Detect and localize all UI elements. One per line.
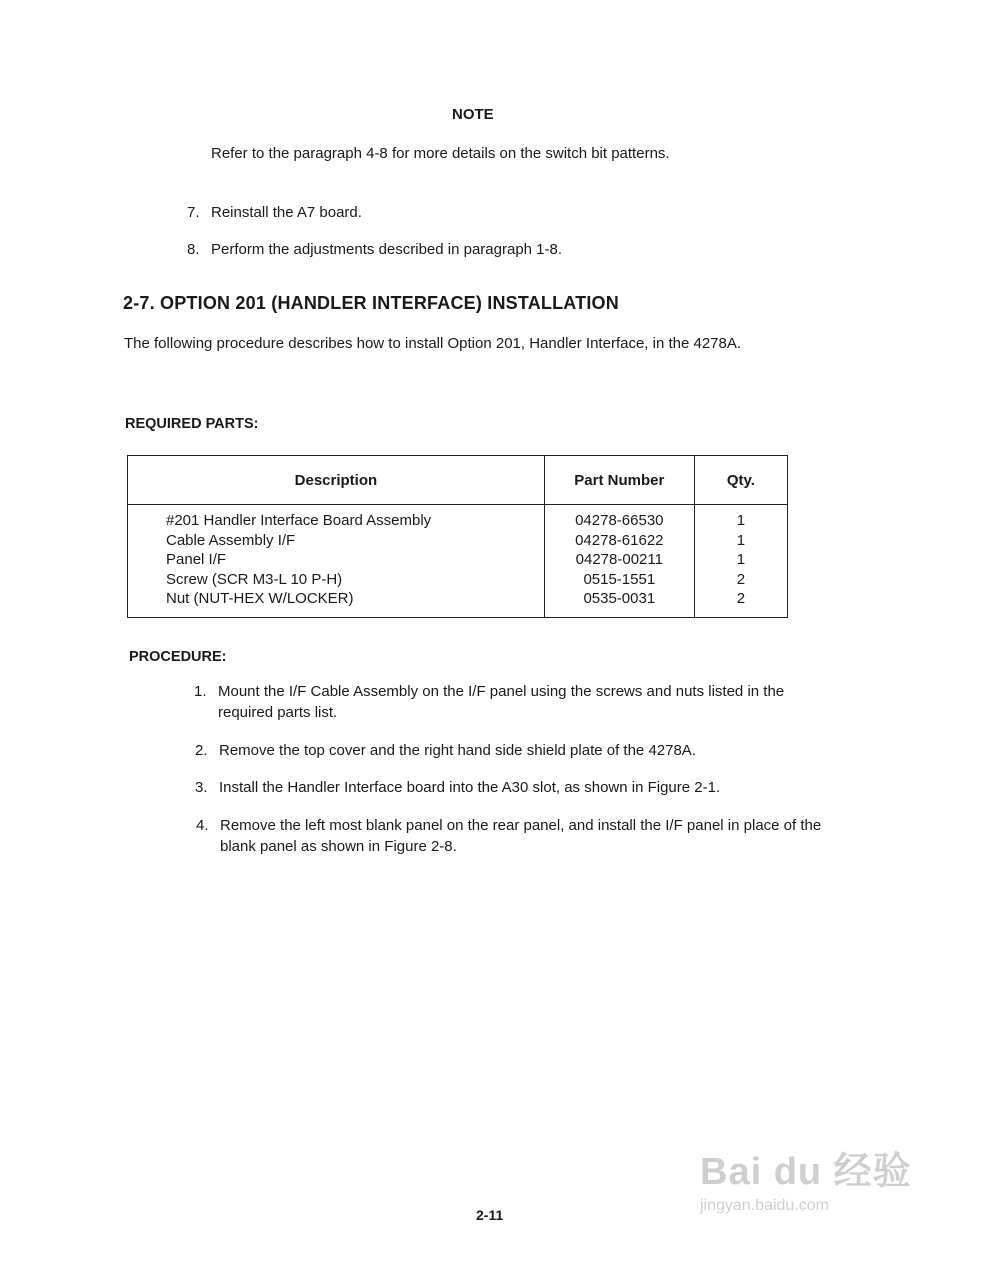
description-cell: Panel I/F	[166, 551, 227, 568]
description-cell: Screw (SCR M3-L 10 P-H)	[166, 570, 343, 588]
part-number-cell: 04278-00211	[575, 551, 663, 568]
description-column	[128, 505, 545, 618]
baidu-watermark	[700, 1140, 912, 1215]
part-number-cell: 0515-1551	[583, 570, 656, 588]
step-number: 1.	[194, 683, 207, 700]
step-text: Reinstall the A7 board.	[211, 204, 362, 221]
part-number-cell: 04278-66530	[575, 512, 664, 529]
procedure-step-2	[195, 740, 839, 761]
header-qty: Qty.	[694, 456, 787, 505]
description-cell: #201 Handler Interface Board Assembly	[166, 512, 432, 529]
watermark-url: jingyan.baidu.com	[700, 1197, 829, 1214]
qty-cell: 1	[736, 531, 746, 549]
step-text: Remove the left most blank panel on the rear panel, and install the I/F panel in place of the blank panel as shown in Figure 2-8.	[220, 817, 822, 855]
section-intro: The following procedure describes how to install Option 201, Handler Interface, in the 4278A.	[124, 335, 742, 352]
qty-column	[694, 505, 787, 618]
step-number: 7.	[187, 204, 200, 221]
procedure-step-3	[195, 777, 839, 798]
step-number: 3.	[195, 779, 208, 796]
section-heading: 2-7. OPTION 201 (HANDLER INTERFACE) INSTALLATION	[123, 293, 619, 313]
step-number: 4.	[196, 817, 209, 834]
step-number: 8.	[187, 241, 200, 258]
part-number-cell: 0535-0031	[583, 590, 656, 607]
table-header-row	[128, 456, 788, 505]
header-part-number: Part Number	[544, 456, 694, 505]
qty-cell: 1	[736, 512, 746, 529]
qty-cell: 2	[736, 590, 746, 607]
description-cell: Nut (NUT-HEX W/LOCKER)	[166, 590, 354, 607]
note-text: Refer to the paragraph 4-8 for more details on the switch bit patterns.	[211, 145, 670, 162]
step-7	[187, 204, 362, 221]
qty-cell: 1	[736, 551, 746, 568]
page-number: 2-11	[476, 1207, 504, 1223]
description-cell: Cable Assembly I/F	[166, 531, 296, 549]
watermark-logo: Bai du 经验	[700, 1151, 912, 1193]
step-text: Perform the adjustments described in paragraph 1-8.	[211, 241, 563, 258]
step-text: Remove the top cover and the right hand side shield plate of the 4278A.	[219, 742, 696, 759]
parts-table	[127, 455, 788, 618]
procedure-step-1	[194, 681, 838, 723]
qty-cell: 2	[736, 570, 746, 588]
note-title: NOTE	[452, 106, 494, 123]
part-number-cell: 04278-61622	[575, 531, 664, 549]
procedure-title: PROCEDURE:	[129, 649, 227, 665]
required-parts-title: REQUIRED PARTS:	[125, 416, 259, 432]
step-8	[187, 241, 562, 258]
table-body-row	[128, 505, 788, 618]
step-text: Mount the I/F Cable Assembly on the I/F panel using the screws and nuts listed in the required parts list.	[218, 683, 785, 721]
step-number: 2.	[195, 742, 208, 759]
step-text: Install the Handler Interface board into the A30 slot, as shown in Figure 2-1.	[219, 779, 721, 796]
procedure-step-4	[196, 815, 840, 857]
header-description: Description	[128, 456, 545, 505]
part-number-column	[544, 505, 694, 618]
